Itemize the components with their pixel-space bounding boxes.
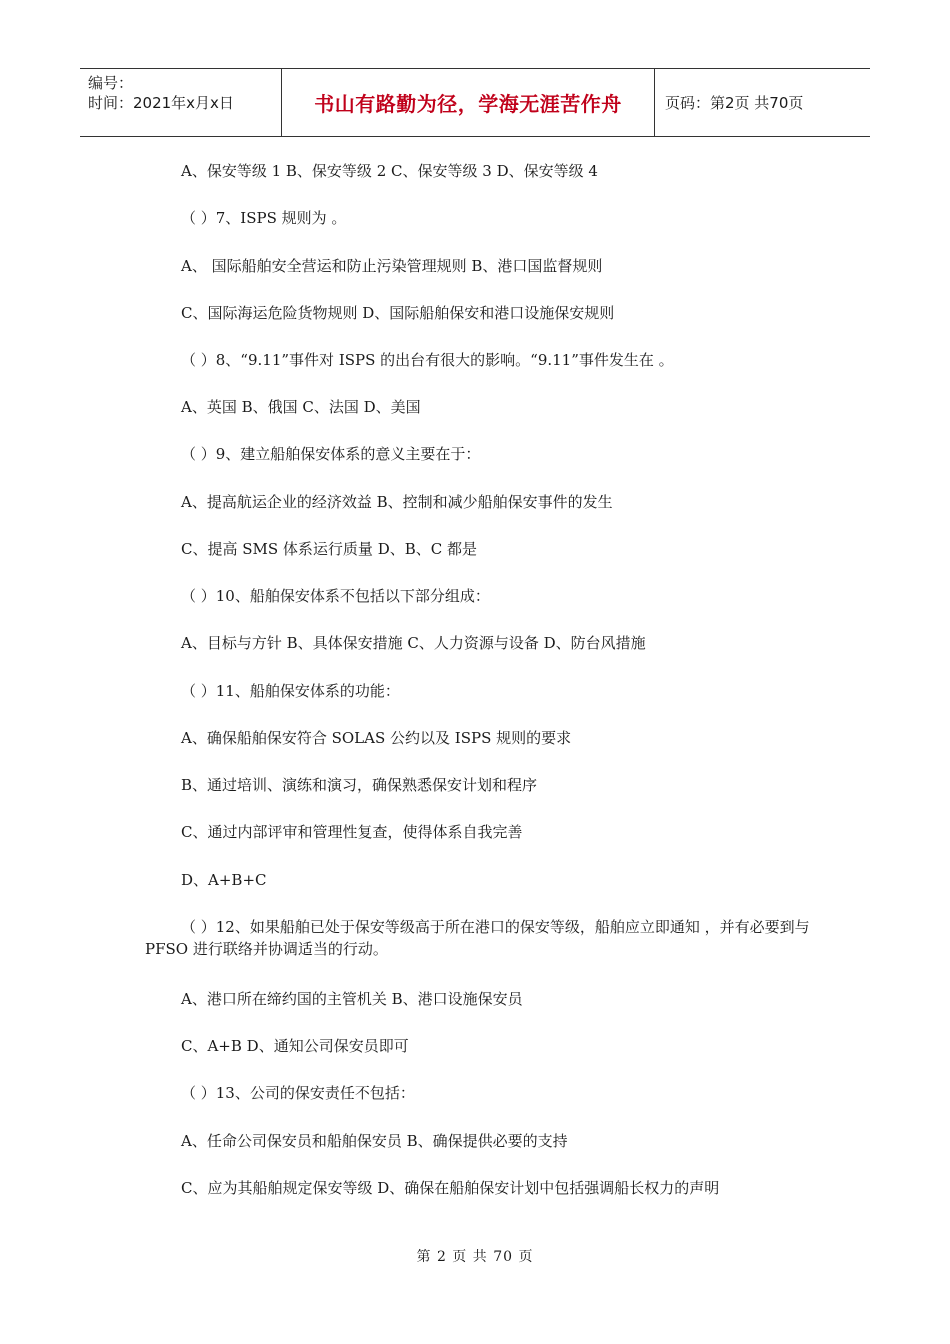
question-line: （ ）11、船舶保安体系的功能： xyxy=(181,682,400,700)
text-line: D、A+B+C xyxy=(181,871,267,889)
text-line: C、提高 SMS 体系运行质量 D、B、C 都是 xyxy=(181,540,477,558)
question-line: （ ）12、如果船舶已处于保安等级高于所在港口的保安等级，船舶应立即通知 ，并有必要到与 PFSO 进行联络并协调适当的行动。 xyxy=(145,918,810,958)
text-line: A、提高航运企业的经济效益 B、控制和减少船舶保安事件的发生 xyxy=(181,493,613,511)
text-line: A、英国 B、俄国 C、法国 D、美国 xyxy=(181,398,421,416)
page-header xyxy=(80,68,870,137)
date-label: 时间：2021年x月x日 xyxy=(88,94,234,112)
text-line: A、 国际船舶安全营运和防止污染管理规则 B、港口国监督规则 xyxy=(181,257,603,275)
question-line: （ ）7、ISPS 规则为 。 xyxy=(181,209,347,227)
text-line: A、保安等级 1 B、保安等级 2 C、保安等级 3 D、保安等级 4 xyxy=(181,162,598,180)
text-line: C、通过内部评审和管理性复查，使得体系自我完善 xyxy=(181,823,523,841)
header-page-cell xyxy=(655,69,870,136)
serial-label: 编号： xyxy=(88,74,134,92)
question-line: （ ）10、船舶保安体系不包括以下部分组成： xyxy=(181,587,490,605)
question-line: （ ）9、建立船舶保安体系的意义主要在于： xyxy=(181,445,481,463)
text-line: B、通过培训、演练和演习，确保熟悉保安计划和程序 xyxy=(181,776,538,794)
motto: 书山有路勤为径，学海无涯苦作舟 xyxy=(314,92,622,116)
text-line: A、任命公司保安员和船舶保安员 B、确保提供必要的支持 xyxy=(181,1132,568,1150)
header-motto-cell xyxy=(282,69,655,136)
page-label: 页码：第2页 共70页 xyxy=(665,94,804,112)
text-line: A、港口所在缔约国的主管机关 B、港口设施保安员 xyxy=(181,990,523,1008)
text-line: A、确保船舶保安符合 SOLAS 公约以及 ISPS 规则的要求 xyxy=(181,729,572,747)
text-line: A、目标与方针 B、具体保安措施 C、人力资源与设备 D、防台风措施 xyxy=(181,634,646,652)
text-line: C、国际海运危险货物规则 D、国际船舶保安和港口设施保安规则 xyxy=(181,304,615,322)
text-line: C、应为其船舶规定保安等级 D、确保在船舶保安计划中包括强调船长权力的声明 xyxy=(181,1179,720,1197)
text-line: C、A+B D、通知公司保安员即可 xyxy=(181,1037,409,1055)
question-line: （ ）13、公司的保安责任不包括： xyxy=(181,1084,415,1102)
question-line: （ ）8、“9.11”事件对 ISPS 的出台有很大的影响。“9.11”事件发生在 。 xyxy=(181,351,674,369)
header-meta xyxy=(80,69,282,136)
page-footer: 第 2 页 共 70 页 xyxy=(416,1249,534,1265)
